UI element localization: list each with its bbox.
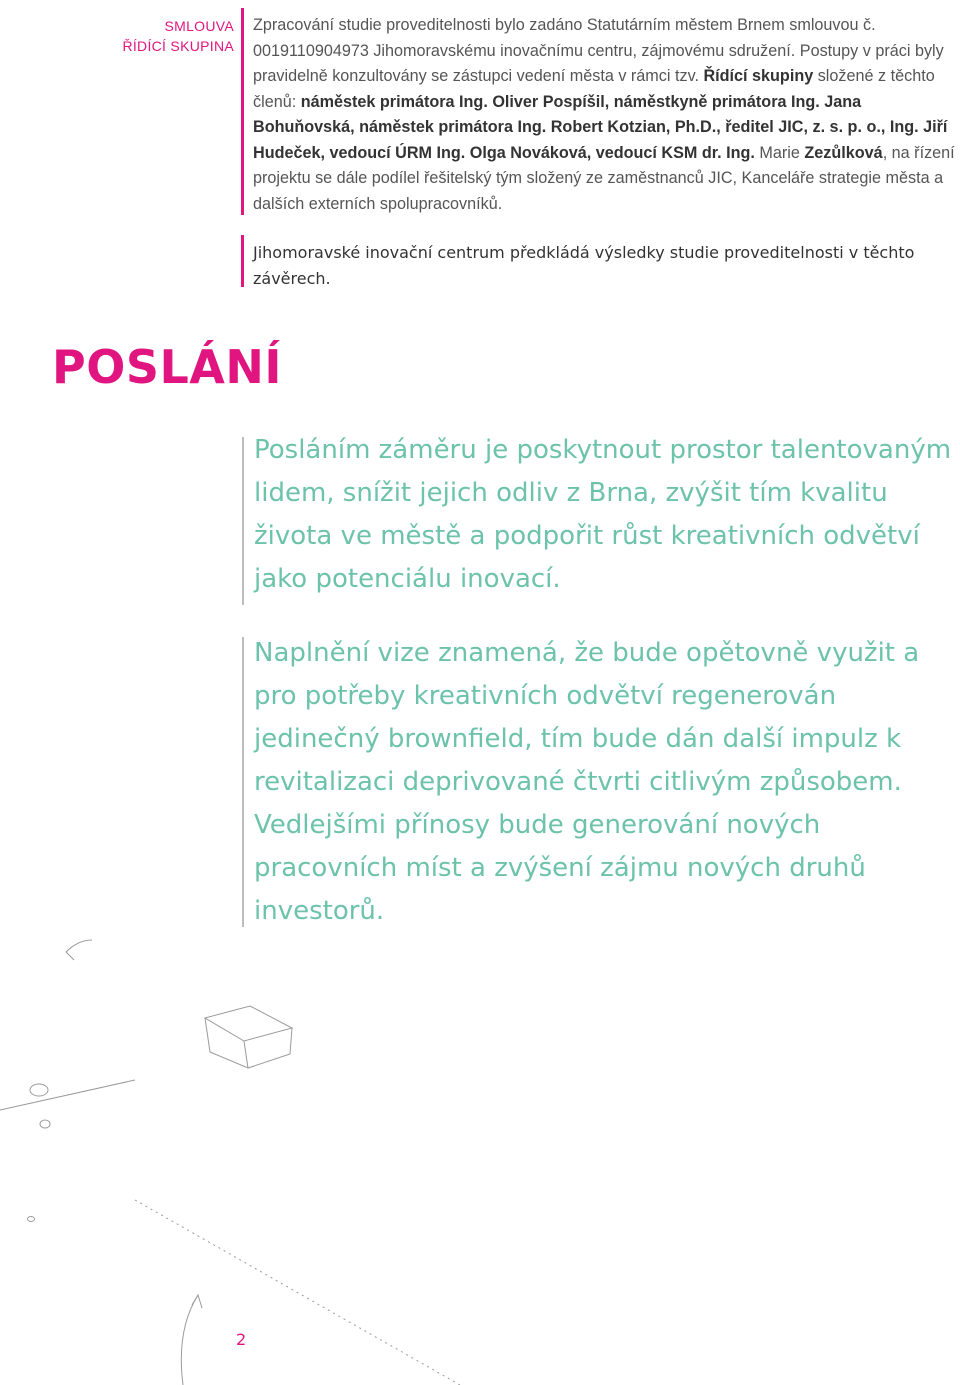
sidebar-labels: [120, 16, 234, 56]
grey-rule-para1: [242, 437, 244, 605]
sketch-line: [0, 1080, 135, 1110]
sketch-box-left: [205, 1018, 248, 1068]
sketch-arrow-curve: [181, 1295, 198, 1385]
sketch-dot: [28, 1217, 35, 1222]
section-heading: POSLÁNÍ: [52, 340, 282, 394]
intro-bold-members: náměstek primátora Ing. Oliver Pospíšil, náměstkyně primátora Ing. Jana Bohuňovská, náměstek primátora Ing. Robert Kotzian, Ph.D., ředitel JIC, z. s. p. o., Ing. Jiří Hudeček, vedoucí ÚRM Ing. Olga Nováková, vedoucí KSM dr. Ing.: [253, 92, 948, 162]
sketch-circle: [30, 1084, 48, 1096]
decorative-sketch: [0, 900, 960, 1385]
intro-paragraph: [253, 13, 960, 217]
sketch-dotted-line: [135, 1200, 460, 1385]
intro-text-1: Zpracování studie proveditelnosti bylo zadáno Statutárním městem Brnem smlouvou č. 0019110904973 Jihomoravskému inovačnímu centru, zájmovému sdružení. Postupy v práci byly pravidelně konzultovány se zástupci vedení města v rámci tzv.: [253, 16, 944, 85]
intro-text-4: , na řízení projektu se dále podílel řešitelský tým složený ze zaměstnanců JIC, Kanceláře strategie města a dalších externích spolupracovníků.: [253, 143, 955, 213]
summary-paragraph: Jihomoravské inovační centrum předkládá výsledky studie proveditelnosti v těchto závěrech.: [253, 243, 915, 288]
accent-rule-summary: [241, 235, 244, 287]
intro-bold-3: Zezůlková: [804, 143, 883, 162]
sketch-arrow-head: [192, 1295, 202, 1308]
sketch-box-top: [205, 1006, 292, 1041]
label-ridici-skupina: ŘÍDÍCÍ SKUPINA: [122, 38, 234, 54]
sketch-circle-small: [40, 1120, 50, 1128]
accent-rule-intro: [241, 8, 244, 215]
intro-text-2: složené z těchto členů:: [253, 67, 935, 111]
label-smlouva: SMLOUVA: [164, 18, 234, 34]
intro-bold-1: Řídící skupiny: [703, 67, 814, 85]
vision-text: Naplnění vize znamená, že bude opětovně využit a pro potřeby kreativních odvětví regenerován jedinečný brownfield, tím bude dán další impulz k revitalizaci deprivované čtvrti citlivým způsobem. Vedlejšími přínosy bude generování nových pracovních míst a zvýšení zájmu nových druhů investorů.: [254, 638, 920, 926]
grey-rule-para2: [242, 637, 244, 927]
intro-text-3: Marie: [754, 143, 805, 162]
sketch-stroke: [66, 940, 92, 952]
vision-paragraph: [254, 632, 960, 933]
mission-text: Posláním záměru je poskytnout prostor talentovaným lidem, snížit jejich odliv z Brna, zvýšit tím kvalitu života ve městě a podpořit růst kreativních odvětví jako potenciálu inovací.: [254, 435, 952, 594]
mission-paragraph: [254, 429, 960, 601]
page-number: 2: [236, 1330, 247, 1349]
sketch-stroke: [66, 952, 74, 960]
